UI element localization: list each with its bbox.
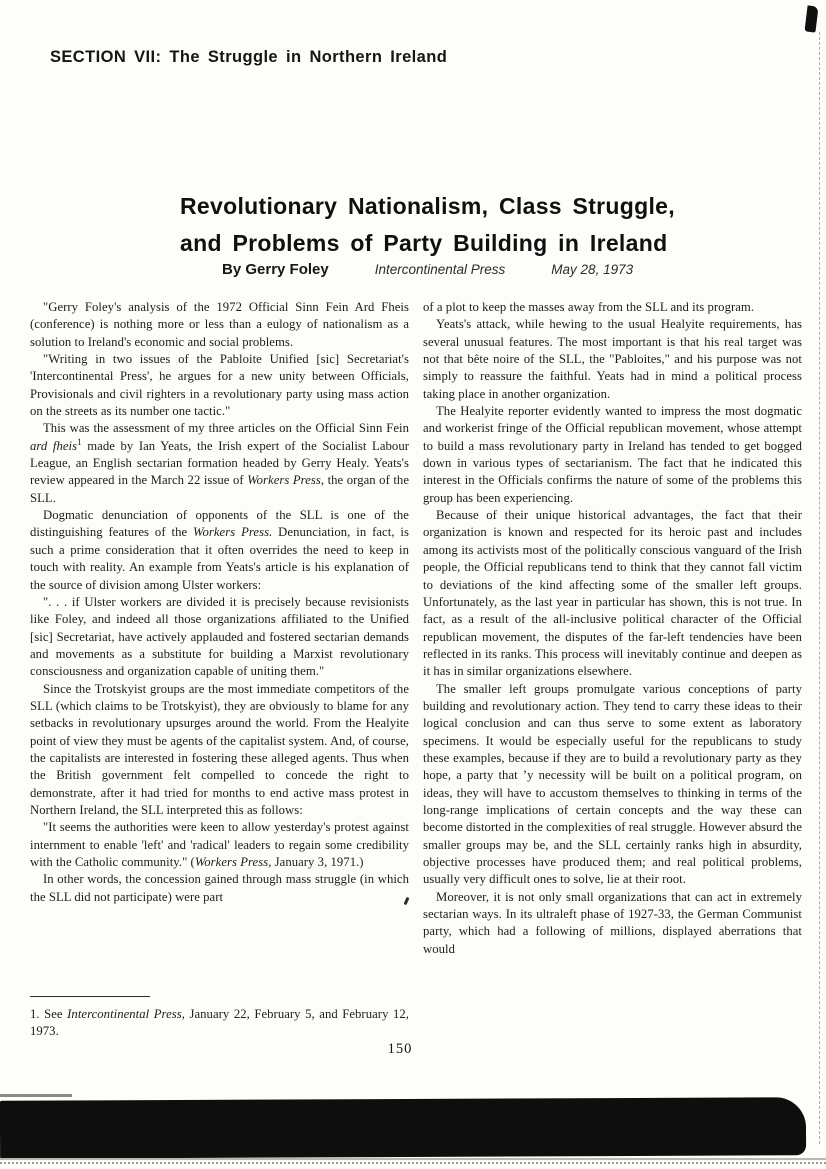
body-paragraph: In other words, the concession gained through mass struggle (in which the SLL did not participate) were part bbox=[30, 872, 409, 904]
scan-artifact-corner-mark bbox=[804, 5, 818, 32]
body-paragraph: "Writing in two issues of the Pabloite Unified [sic] Secretariat's 'Intercontinental Press', he argues for a new unity between Officials, Provisionals and civil righters in a revolutionary party using mass action on the streets as its number one tactic." bbox=[30, 352, 409, 419]
footnote-divider bbox=[30, 996, 150, 997]
byline-author: By Gerry Foley bbox=[222, 261, 329, 278]
scan-artifact-gray-tick bbox=[0, 1094, 72, 1097]
body-paragraph: "Gerry Foley's analysis of the 1972 Official Sinn Fein Ard Fheis (conference) is nothing more or less than a eulogy of nationalism as a solution to Ireland's economic and social problems. bbox=[30, 300, 409, 349]
body-paragraph: Dogmatic denunciation of opponents of the SLL is one of the distinguishing features of the Workers Press. Denunciation, in fact, is such a prime consideration that it often overrides the need to keep in touch with reality. An example from Yeats's article is his explanation of the source of division among Ulster workers: bbox=[30, 508, 409, 592]
section-header: SECTION VII: The Struggle in Northern Ireland bbox=[50, 48, 448, 66]
article-title-line-1: Revolutionary Nationalism, Class Struggle, bbox=[180, 193, 675, 219]
body-paragraph: ". . . if Ulster workers are divided it is precisely because revisionists like Foley, and indeed all those organizations affiliated to the Unified [sic] Secretariat, have actively applauded and fostered sectarian demands and movements as a substitute for building a Marxist revolutionary consciousness and organization capable of uniting them." bbox=[30, 594, 409, 679]
scan-artifact-bottom-strip bbox=[0, 1158, 826, 1160]
byline-row bbox=[222, 261, 702, 278]
page-number: 150 bbox=[387, 1041, 413, 1057]
body-paragraph: Moreover, it is not only small organizations that can act in extremely sectarian ways. In its ultraleft phase of 1927-33, the German Communist party, which had a following of millions, displayed aberrations that would bbox=[423, 889, 802, 956]
body-paragraph: of a plot to keep the masses away from the SLL and its program. bbox=[423, 300, 755, 314]
body-paragraph: "It seems the authorities were keen to allow yesterday's protest against internment to enable 'left' and 'radical' leaders to regain some credibility with the Catholic community." (Workers Press, January 3, 1971.) bbox=[30, 820, 409, 869]
body-paragraph: This was the assessment of my three articles on the Official Sinn Fein ard fheis$^1$ made by Ian Yeats, the Irish expert of the Socialist Labour League, an English sectarian formation headed by Gerry Healy. Yeats's review appeared in the March 22 issue of Workers Press, the organ of the SLL. bbox=[30, 421, 409, 505]
body-paragraph: Yeats's attack, while hewing to the usual Healyite requirements, has several unusual features. The most important is that his real target was not that bête noire of the SLL, the "Pabloites," and his purpose was not simply to reassure the faithful. Yeats had in mind a political process taking place in another organization. bbox=[423, 317, 802, 401]
footnote: 1. See Intercontinental Press, January 22, February 5, and February 12, 1973. bbox=[30, 1007, 409, 1038]
body-paragraph: The smaller left groups promulgate various conceptions of party building and revolutionary action. They tend to carry these ideas to their logical conclusion and can thus serve to some extent as laboratory specimens. It would be especially useful for the republicans to study these examples, because if they are to build a revolutionary party as they hope, a party that ’y necessity will be built on a political program, on ideas, they will have to accustom themselves to thinking in terms of the long-range implications of certain concepts and the way these can become distorted in the complexities of real struggle. However absurd the smaller groups may be, and the SLL certainly ranks high in absurdity, objective processes have produced them; and real political problems, usually very difficult ones to solve, lie at their root. bbox=[423, 681, 802, 887]
scan-artifact-bottom-band bbox=[0, 1097, 806, 1159]
body-paragraph: The Healyite reporter evidently wanted to impress the most dogmatic and workerist fringe of the Official republican movement, whose attempt to build a mass revolutionary party in Ireland has tended to get bogged down in various types of sectarianism. The fact that he indicated this interest in the Officials confirms the nature of some of the problems this group has been experiencing. bbox=[423, 404, 802, 505]
body-paragraph: Because of their unique historical advantages, the fact that their organization is known and respected for its heroic past and includes among its activists most of the politically conscious vanguard of the Irish people, the Official republicans tend to think that they cannot fall victim to deviations of the kind affecting some of the smaller left groups. Unfortunately, as the last year in particular has shown, this is not true. In fact, as a result of the all-inclusive political character of the Official republican movement, the disputes of the far-left tendencies have been reflected in its ranks. This process will inevitably continue and deepen as it has in similar organizations elsewhere. bbox=[423, 508, 802, 679]
article-title bbox=[180, 188, 675, 262]
article-title-line-2: and Problems of Party Building in Ireland bbox=[180, 230, 668, 256]
right-column bbox=[423, 299, 802, 1061]
scan-artifact-dotted-line bbox=[0, 1162, 826, 1164]
left-column bbox=[30, 299, 409, 1040]
two-column-body bbox=[30, 299, 802, 1061]
scan-artifact-page-edge-line bbox=[819, 32, 820, 1144]
body-paragraph: Since the Trotskyist groups are the most immediate competitors of the SLL (which claims to be Trotskyist), they are obviously to blame for any setbacks in revolutionary upsurges around the world. From the Healyite point of view they must be agents of the capitalist system. And, of course, the capitalists are interested in fostering these alleged agents. Thus when the British government felt compelled to concede the right to demonstrate, after it had tried for months to end active mass protest in Northern Ireland, the SLL interpreted this as follows: bbox=[30, 681, 409, 817]
publication-name: Intercontinental Press bbox=[374, 262, 506, 277]
publication-date: May 28, 1973 bbox=[551, 262, 634, 277]
